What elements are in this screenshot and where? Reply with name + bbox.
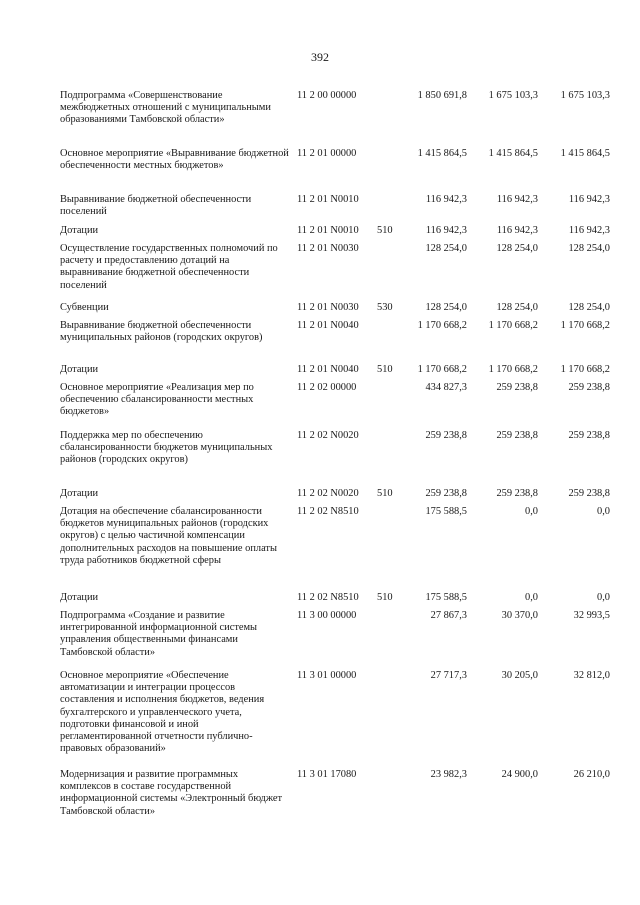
row-value-2: 128 254,0: [496, 243, 538, 254]
row-value-3: 259 238,8: [568, 488, 610, 499]
row-code: 11 2 00 00000: [297, 90, 357, 101]
row-code: 11 2 01 N0010: [297, 194, 359, 205]
row-value-3: 116 942,3: [568, 194, 610, 205]
row-value-1: 27 717,3: [430, 670, 467, 681]
row-name: Основное мероприятие «Обеспечение автоматизации и интеграции процессов составления и исполнения бюджетов, ведения бухгалтерского и управленческого учета, подготовки финансовой и иной регламентированной отчетности публично-правовых образований»: [60, 670, 265, 755]
row-code: 11 2 02 N8510: [297, 592, 359, 603]
row-value-2: 30 370,0: [501, 610, 538, 621]
row-value-3: 26 210,0: [573, 769, 610, 780]
row-value-2: 259 238,8: [496, 430, 538, 441]
row-code: 11 2 01 N0010: [297, 225, 359, 236]
row-value-2: 259 238,8: [496, 382, 538, 393]
row-kind: 510: [377, 592, 393, 603]
row-value-3: 116 942,3: [568, 225, 610, 236]
row-code: 11 3 00 00000: [297, 610, 357, 621]
row-value-1: 27 867,3: [430, 610, 467, 621]
row-code: 11 2 02 00000: [297, 382, 357, 393]
row-value-1: 259 238,8: [425, 430, 467, 441]
row-value-2: 30 205,0: [501, 670, 538, 681]
row-value-2: 1 170 668,2: [488, 364, 538, 375]
row-value-3: 0,0: [597, 592, 610, 603]
row-code: 11 2 01 00000: [297, 148, 357, 159]
row-value-1: 116 942,3: [425, 194, 467, 205]
row-value-2: 116 942,3: [496, 225, 538, 236]
row-value-1: 1 170 668,2: [417, 320, 467, 331]
row-name: Дотации: [60, 364, 99, 375]
row-code: 11 2 02 N8510: [297, 506, 359, 517]
row-name: Дотации: [60, 225, 99, 236]
row-code: 11 2 02 N0020: [297, 430, 359, 441]
row-value-3: 1 170 668,2: [560, 320, 610, 331]
row-value-1: 128 254,0: [425, 243, 467, 254]
row-name: Подпрограмма «Создание и развитие интегрированной информационной системы управления общественными финансами Тамбовской области»: [60, 610, 258, 658]
row-code: 11 2 01 N0040: [297, 364, 359, 375]
row-value-2: 1 675 103,3: [488, 90, 538, 101]
row-code: 11 2 01 N0030: [297, 302, 359, 313]
row-name: Дотации: [60, 488, 99, 499]
row-value-2: 128 254,0: [496, 302, 538, 313]
row-value-1: 1 170 668,2: [417, 364, 467, 375]
row-value-3: 128 254,0: [568, 243, 610, 254]
row-value-1: 1 415 864,5: [417, 148, 467, 159]
row-name: Субвенции: [60, 302, 109, 313]
row-value-3: 128 254,0: [568, 302, 610, 313]
row-value-1: 128 254,0: [425, 302, 467, 313]
row-name: Дотация на обеспечение сбалансированности бюджетов муниципальных районов (городских округов) с целью частичной компенсации дополнительных расходов на повышение оплаты труда работников бюджетной сферы: [60, 506, 277, 566]
row-value-3: 259 238,8: [568, 430, 610, 441]
row-name: Выравнивание бюджетной обеспеченности поселений: [60, 194, 252, 218]
row-code: 11 3 01 17080: [297, 769, 357, 780]
row-value-1: 175 588,5: [425, 506, 467, 517]
row-name: Модернизация и развитие программных комплексов в составе государственной информационной системы «Электронный бюджет Тамбовской области»: [60, 769, 283, 817]
row-name: Поддержка мер по обеспечению сбалансированности бюджетов муниципальных районов (городских округов): [60, 430, 273, 466]
row-kind: 530: [377, 302, 393, 313]
row-value-1: 259 238,8: [425, 488, 467, 499]
row-value-3: 259 238,8: [568, 382, 610, 393]
row-name: Основное мероприятие «Реализация мер по обеспечению сбалансированности местных бюджетов»: [60, 382, 254, 418]
row-value-3: 1 675 103,3: [560, 90, 610, 101]
row-name: Выравнивание бюджетной обеспеченности муниципальных районов (городских округов): [60, 320, 263, 344]
row-code: 11 2 01 N0040: [297, 320, 359, 331]
row-value-2: 1 415 864,5: [488, 148, 538, 159]
row-name: Осуществление государственных полномочий по расчету и предоставлению дотаций на выравнивание бюджетной обеспеченности поселений: [60, 243, 278, 291]
row-value-2: 24 900,0: [501, 769, 538, 780]
row-kind: 510: [377, 488, 393, 499]
row-value-1: 116 942,3: [425, 225, 467, 236]
row-value-3: 1 415 864,5: [560, 148, 610, 159]
row-value-2: 0,0: [525, 592, 538, 603]
row-value-3: 1 170 668,2: [560, 364, 610, 375]
row-value-2: 1 170 668,2: [488, 320, 538, 331]
row-value-2: 0,0: [525, 506, 538, 517]
row-kind: 510: [377, 225, 393, 236]
row-name: Основное мероприятие «Выравнивание бюджетной обеспеченности местных бюджетов»: [60, 148, 289, 172]
row-value-3: 32 993,5: [573, 610, 610, 621]
row-value-3: 32 812,0: [573, 670, 610, 681]
row-name: Подпрограмма «Совершенствование межбюджетных отношений с муниципальными образованиями Тамбовской области»: [60, 90, 271, 126]
row-value-1: 434 827,3: [425, 382, 467, 393]
row-value-1: 175 588,5: [425, 592, 467, 603]
page-number: 392: [311, 50, 329, 64]
row-value-3: 0,0: [597, 506, 610, 517]
row-value-1: 1 850 691,8: [417, 90, 467, 101]
row-name: Дотации: [60, 592, 99, 603]
row-value-1: 23 982,3: [430, 769, 467, 780]
row-kind: 510: [377, 364, 393, 375]
row-value-2: 259 238,8: [496, 488, 538, 499]
row-code: 11 3 01 00000: [297, 670, 357, 681]
row-code: 11 2 02 N0020: [297, 488, 359, 499]
row-value-2: 116 942,3: [496, 194, 538, 205]
row-code: 11 2 01 N0030: [297, 243, 359, 254]
